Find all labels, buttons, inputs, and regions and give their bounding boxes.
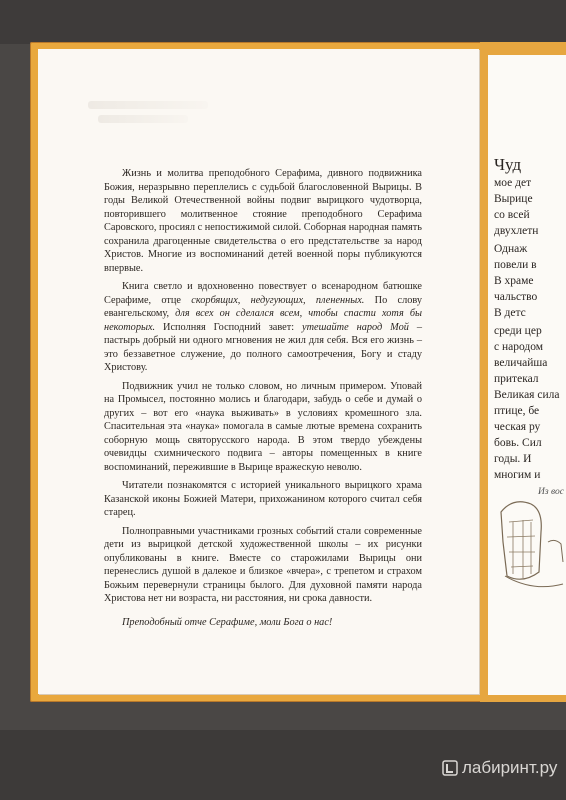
right-page-line: Великая сила bbox=[494, 389, 560, 401]
right-page-line: бовь. Сил bbox=[494, 437, 542, 449]
right-page-line: со всей bbox=[494, 209, 530, 221]
right-page-line: ческая ру bbox=[494, 421, 541, 433]
sketch-illustration bbox=[493, 492, 566, 602]
scan-background-top bbox=[0, 0, 566, 44]
right-page-line: притекал bbox=[494, 373, 539, 385]
right-page-line: повели в bbox=[494, 259, 537, 271]
book-page-right bbox=[488, 55, 566, 695]
paragraph: Жизнь и молитва преподобного Серафима, дивного подвижника Божия, неразрывно переплелись с судьбой благословенной Вырицы. В годы Великой Отечественной войны подвиг вырицкого чудотворца, повторившего молитвенное стояние преподобного Серафима Саровского, просиял с непостижимой силой. Соборная народная память сохранила драгоценные свидетельства о его предстательстве за народ Христов. Многие из воспоминаний детей военной поры публикуются впервые. bbox=[104, 168, 422, 274]
right-page-line: с народом bbox=[494, 341, 544, 353]
right-page-line: годы. И bbox=[494, 453, 532, 465]
watermark-text: лабиринт.ру bbox=[462, 758, 558, 777]
bleed-through-text bbox=[88, 101, 208, 109]
closing-prayer: Преподобный отче Серафиме, моли Бога о нас! bbox=[122, 616, 333, 628]
right-page-line: чальство bbox=[494, 291, 538, 303]
paragraph: Книга светло и вдохновенно повествует о всенародном батюшке Серафиме, отце скорбящих, недугующих, плененных. По слову евангельскому, для всех он сделался всем, чтобы спасти хотя бы некоторых. Исполняя Господний завет: утешайте народ Мой – пастырь добрый ни одного мгновения не жил для себя. Вся его жизнь – это беззаветное служение, до полного самоотречения, Богу и стаду Христову. bbox=[104, 281, 423, 373]
right-page-line: Вырице bbox=[494, 193, 533, 205]
right-page-line: Чуд bbox=[494, 155, 522, 174]
right-page-line: Однаж bbox=[494, 243, 528, 255]
main-text-block bbox=[104, 167, 422, 634]
right-page-line: величайша bbox=[494, 357, 548, 369]
right-page-caption: Из вос bbox=[538, 487, 564, 497]
right-page-line: В детс bbox=[494, 307, 526, 319]
paragraph: Подвижник учил не только словом, но личным примером. Уповай на Промысел, постоянно молись и благодари, забудь о себе и думай о других – вот его «наука выживать» в условиях кромешного зла. Спасительная эта «наука» помогала в самые лютые времена сохранить соборную мощь святорусского народа. В этом твердо убеждены очевидцы схимнического подвига – авторы помещенных в книге воспоминаний, пережившие в Вырице вражескую неволю. bbox=[104, 380, 422, 473]
watermark bbox=[442, 758, 557, 778]
right-page-line: двухлетн bbox=[494, 225, 539, 237]
paragraph: Полноправными участниками грозных событий стали современные дети из вырицкой детской художественной школы – их рисунки опубликованы в книге. Вместе со старожилами Вырицы они перенеслись душой в далекое и близкое «вчера», с трепетом и страхом Божьим перевернули страницы былого. Для духовной памяти народа Христова нет ни возраста, ни расстояния, ни срока давности. bbox=[104, 525, 422, 604]
labirint-logo-icon bbox=[442, 760, 458, 776]
right-page-line: среди цер bbox=[494, 325, 542, 337]
right-page-line: мое дет bbox=[494, 177, 532, 189]
right-page-line: многим и bbox=[494, 469, 541, 481]
bleed-through-text bbox=[98, 115, 188, 123]
right-page-line: В храме bbox=[494, 275, 534, 287]
paragraph: Читатели познакомятся с историей уникального вырицкого храма Казанской иконы Божией Матери, прихожанином которого считал себя старец. bbox=[104, 480, 422, 518]
right-page-line: птице, бе bbox=[494, 405, 540, 417]
